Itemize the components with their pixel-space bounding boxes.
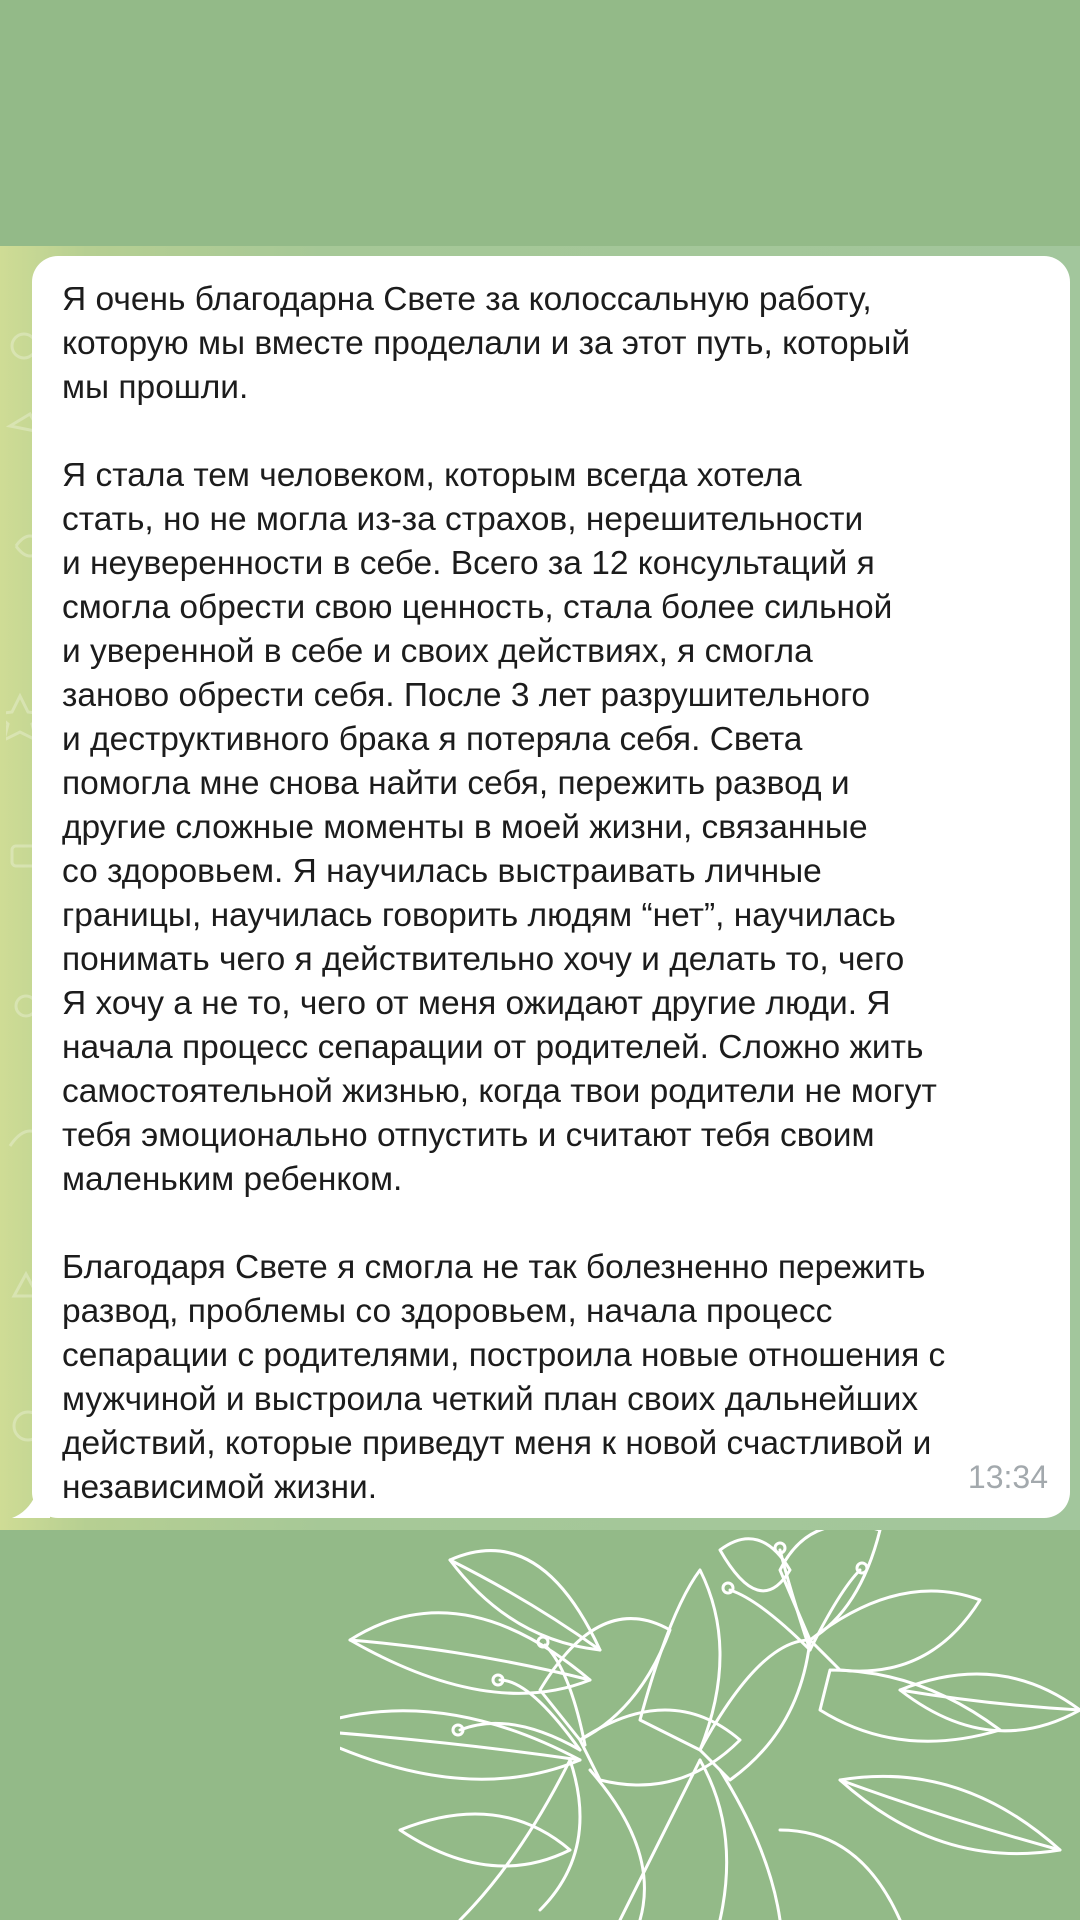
message-bubble[interactable] [32,256,1070,1518]
message-paragraph-2: Я стала тем человеком, которым всегда хотела стать, но не могла из-за страхов, нерешительности и неуверенности в себе. Всего за 12 консультаций я смогла обрести свою ценность, стала более сильной и уверенной в себе и своих действиях, я смогла заново обрести себя. После 3 лет разрушительного и деструктивного брака я потеряла себя. Света помогла мне снова найти себя, пережить развод и другие сложные моменты в моей жизни, связанные со здоровьем. Я научилась выстраивать личные границы, научилась говорить людям “нет”, научилась понимать чего я действительно хочу и делать то, чего Я хочу а не то, чего от меня ожидают другие люди. Я начала процесс сепарации от родителей. Сложно жить самостоятельной жизнью, когда твои родители не могут тебя эмоционально отпустить и считают тебя своим маленьким ребенком. [62,457,937,1198]
lily-flower-icon [340,1530,1080,1920]
message-paragraph-1: Я очень благодарна Свете за колоссальную работу, которую мы вместе проделали и за этот путь, который мы прошли. [62,281,911,406]
message-time: 13:34 [967,1459,1048,1495]
message-paragraph-3: Благодаря Свете я смогла не так болезненно пережить развод, проблемы со здоровьем, начала процесс сепарации с родителями, построила новые отношения с мужчиной и выстроила четкий план своих дальнейших действий, которые приведут меня к новой счастливой и независимой жизни. [62,1249,946,1506]
